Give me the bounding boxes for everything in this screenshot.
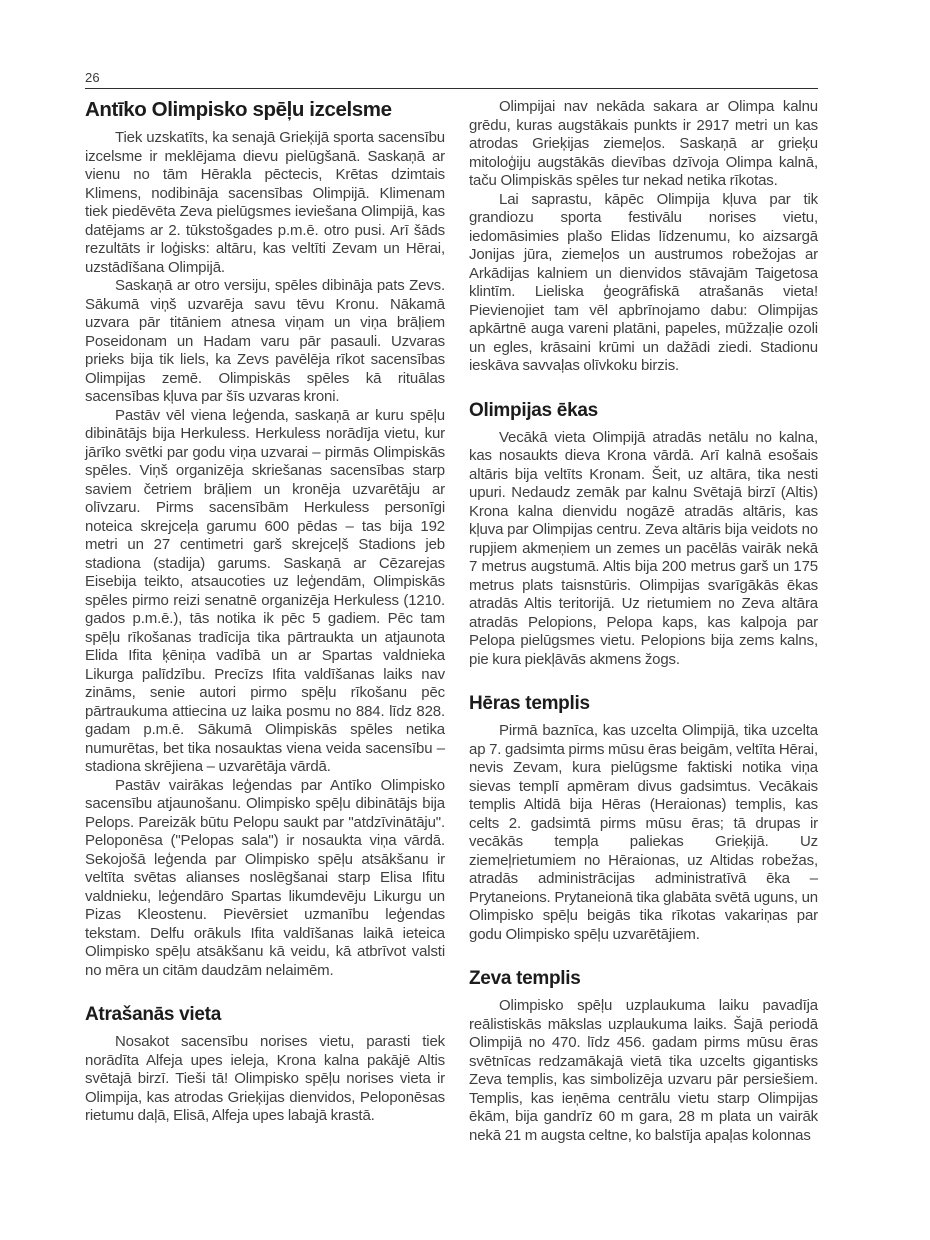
paragraph-zeus-temple-1: Olimpisko spēļu uzplaukuma laiku pavadīja reālistiskās mākslas uzplaukuma laiks. Šajā periodā Olimpijā no 470. līdz 456. gadam pirms mūsu ēras svētnīcas redzamākajā vietā tika uzcelts gigantisks Zeva templis, kas simbolizēja uzvaru pār persiešiem. Templis, kas ieņēma centrālu vietu starp Olimpijas ēkām, bija gandrīz 60 m gara, 28 m plata un vairāk nekā 21 m augsta celtne, ko balstīja apaļas kolonnas: [469, 997, 818, 1144]
section-heading-location: Atrašanās vieta: [85, 1004, 221, 1025]
left-column: [85, 98, 445, 1126]
section-heading-zeus-temple: Zeva templis: [469, 968, 581, 989]
header-rule: [85, 88, 818, 89]
paragraph-location-1: Nosakot sacensību norises vietu, parasti tiek norādīta Alfeja upes ieleja, Krona kalna pakājē Altis svētajā birzī. Tieši tā! Olimpisko spēļu norises vieta ir Olimpija, kas atrodas Grieķijas dienvidos, Peloponēsas rietumu daļā, Elisā, Alfeja upes labajā krastā.: [85, 1033, 445, 1124]
page-content: [85, 70, 818, 1145]
paragraph-origin-3: Pastāv vēl viena leģenda, saskaņā ar kuru spēļu dibinātājs bija Herkuless. Herkuless norādīja vietu, kur jārīko svētki par godu viņa uzvarai – pirmās Olimpiskās spēles. Viņš organizēja skriešanas sacensības starp saviem četriem brāļiem un kronēja uzvarētāju ar olīvzaru. Pirms sacensībām Herkuless personīgi noteica skrejceļa garumu 600 pēdas – tas bija 192 metri un 27 centimetri garš skrejceļš Stadions jeb stadiona (stadija) garums. Saskaņā ar Cēzarejas Eisebija teikto, atsaucoties uz leģendām, Olimpiskās spēles pirmo reizi senatnē organizēja Herkuless (1210. gados p.m.ē.), tās notika ik pēc 5 gadiem. Pēc tam spēļu rīkošanas tradīcija tika pārtraukta un atjaunota Elida Ifita ķēniņa vadībā un ar Spartas valdnieka Likurga palīdzību. Precīzs Ifita valdīšanas laiks nav zināms, senie autori pirmo spēļu rīkošanu pēc pārtraukuma attiecina uz laika posmu no 884. līdz 828. gadam p.m.ē. Sākumā Olimpiskās spēles netika numurētas, bet tika nosauktas viena veida sacensību – stadiona skrējiena – uzvarētāja vārdā.: [85, 406, 445, 775]
right-column: [469, 98, 818, 1145]
paragraph-olympia-1: Olimpijai nav nekāda sakara ar Olimpa kalnu grēdu, kuras augstākais punkts ir 2917 metri un kas atrodas Grieķijas ziemeļos. Saskaņā ar grieķu mitoloģiju augstākās dievības dzīvoja Olimpa kalnā, taču Olimpiskās spēles tur nekad netika rīkotas.: [469, 98, 818, 189]
paragraph-origin-1: Tiek uzskatīts, ka senajā Grieķijā sporta sacensību izcelsme ir meklējama dievu pielūgšanā. Saskaņā ar vienu no tām Hērakla pēctecis, Krētas dzimtais Klimens, nodibināja sacensības Olimpijā. Klimenam tiek piedēvēta Zeva pielūgsmes ieviešana Olimpijā, kas datējams ar 2. tūkstošgades p.m.ē. otro pusi. Arī šāds rezultāts ir loģisks: altāru, kas veltīti Zevam un Hērai, uzstādīšana Olimpijā.: [85, 129, 445, 276]
paragraph-origin-2: Saskaņā ar otro versiju, spēles dibināja pats Zevs. Sākumā viņš uzvarēja savu tēvu Kronu. Nākamā uzvara pār titāniem atnesa viņam un viņa brāļiem Poseidonam un Hadam varu pār pasauli. Uzvaras prieks bija tik liels, ka Zevs pavēlēja rīkot sacensības Olimpijas zemē. Olimpiskās spēles kā rituālas sacensības kļuva par šīs uzvaras kroni.: [85, 277, 445, 405]
paragraph-origin-4: Pastāv vairākas leģendas par Antīko Olimpisko sacensību atjaunošanu. Olimpisko spēļu dibinātājs bija Pelops. Pareizāk būtu Pelopu saukt par "atdzīvinātāju". Peloponēsa ("Pelopas sala") ir nosaukta viņa vārdā. Sekojošā leģenda par Olimpisko spēļu atsākšanu ir veltīta svētas alianses noslēgšanai starp Elisa Ifitu valdnieku, leģendāro Spartas likumdevēju Likurgu un Pizas Kleostenu. Pievērsiet uzmanību leģendas tekstam. Delfu orākuls Ifita valdīšanas laikā ieteica Olimpisko spēļu atsākšanu kā veidu, kā atbrīvot valsti no mēra un citām daudzām nelaimēm.: [85, 776, 445, 979]
paragraph-buildings-1: Vecākā vieta Olimpijā atradās netālu no kalna, kas nosaukts dieva Krona vārdā. Arī kalnā esošais altāris bija veltīts Kronam. Šeit, uz altāra, tika nesti upuri. Nedaudz zemāk par kalnu Svētajā birzī (Altis) Krona kalna dienvidu nogāzē atradās altāris, kas kļuva par Olimpijas centru. Zeva altāris bija veidots no rupjiem akmeņiem un zemes un pacēlās vairāk nekā 7 metrus augstumā. Altis bija 200 metrus garš un 175 metrus plats taisnstūris. Olimpijas svarīgākās ēkas atradās Altis teritorijā. Uz rietumiem no Zeva altāra atradās Pelopions, Pelopa kaps, kas kalpoja par Pelopa pielūgsmes vietu. Pelopions bija zems kalns, pie kura piekļāvās akmens žogs.: [469, 428, 818, 668]
page-number: 26: [85, 70, 100, 85]
paragraph-hera-temple-1: Pirmā baznīca, kas uzcelta Olimpijā, tika uzcelta ap 7. gadsimta pirms mūsu ēras beigām, veltīta Hērai, nevis Zevam, kura pielūgsme faktiski notika viņa sievas templī apmēram divus gadsimtus. Vecākais templis Altidā bija Hēras (Heraionas) templis, kas celts 2. gadsimtā pirms mūsu ēras; tā drupas ir vecākās tempļa paliekas Grieķijā. Uz ziemeļrietumiem no Hēraionas, uz Altidas robežas, atradās administrācijas administratīvā ēka – Prytaneions. Prytaneionā tika glabāta svētā uguns, un Olimpisko spēļu beigās tika rīkotas vakariņas par godu Olimpisko spēļu uzvarētājiem.: [469, 722, 818, 943]
section-heading-buildings: Olimpijas ēkas: [469, 399, 598, 421]
article-title: Antīko Olimpisko spēļu izcelsme: [85, 98, 392, 121]
article-columns: [85, 98, 818, 1145]
section-heading-hera-temple: Hēras templis: [469, 693, 590, 714]
paragraph-olympia-2: Lai saprastu, kāpēc Olimpija kļuva par tik grandiozu sporta festivālu norises vietu, iedomāsimies plašo Elidas līdzenumu, ko aizsargā Jonijas jūra, ziemeļos un austrumos robežojas ar Arkādijas kalniem un dienvidos stāvajām Taigetosa klintīm. Lieliska ģeogrāfiskā atrašanās vieta! Pievienojiet tam vēl apbrīnojamo dabu: Olimpijas apkārtnē auga vareni platāni, papeles, mūžzaļie ozoli un egles, krāsaini krūmi un dažādi ziedi. Stadionu ieskāva savvaļas olīvkoku birzis.: [469, 190, 818, 374]
